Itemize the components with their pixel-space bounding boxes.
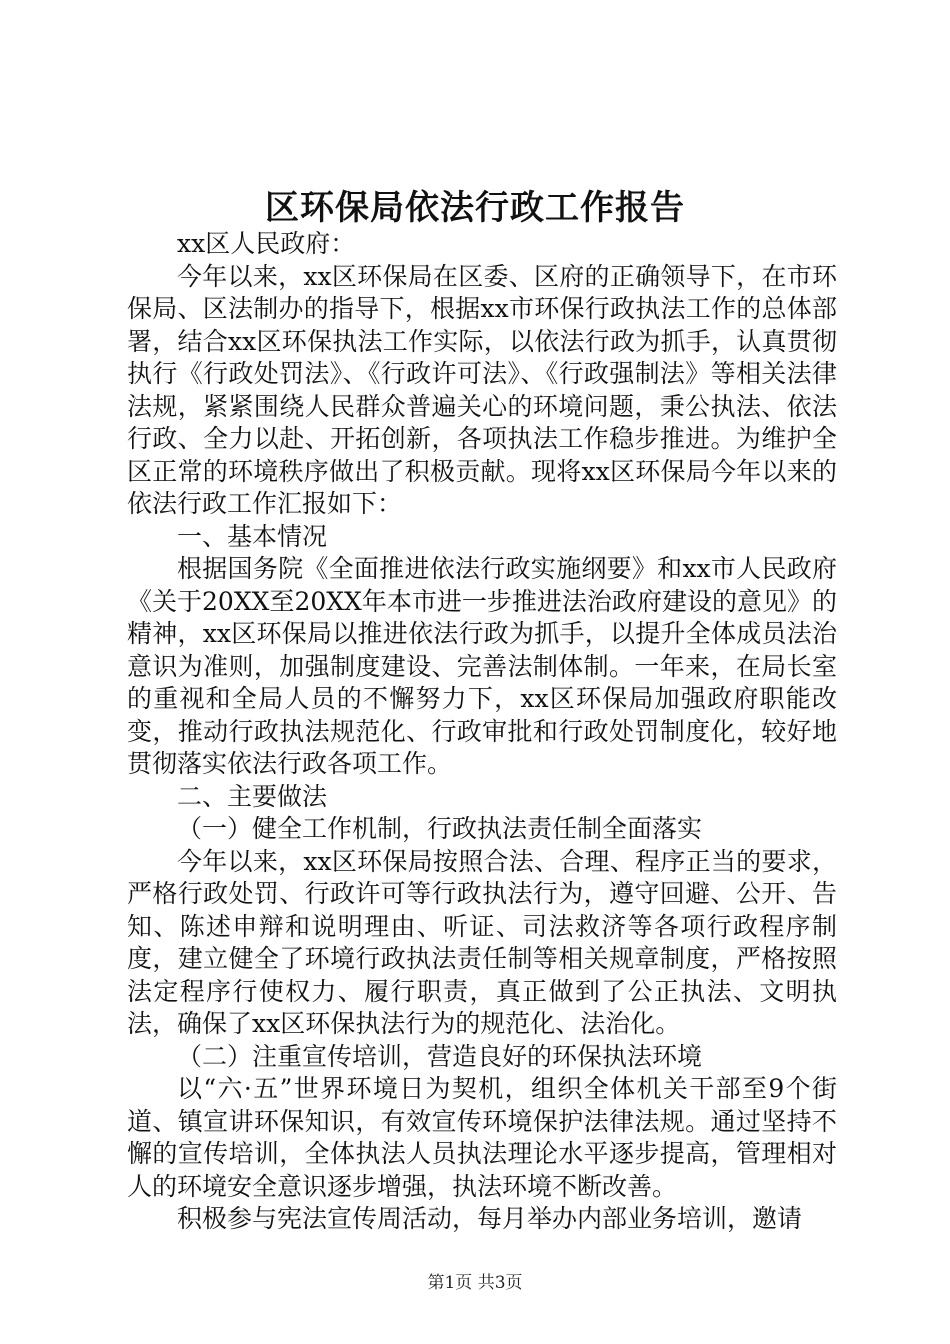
paragraph-constitution-week: 积极参与宪法宣传周活动，每月举办内部业务培训，邀请: [177, 1204, 803, 1233]
document-body: [127, 228, 837, 1236]
paragraph-basic: 根据国务院《全面推进依法行政实施纲要》和xx市人民政府《关于20XX至20XX年本市进一步推进法治政府建设的意见》的精神，xx区环保局以推进依法行政为抓手，以提升全体成员法治意识为准则，加强制度建设、完善法制体制。一年来，在局长室的重视和全局人员的不懈努力下，xx区环保局加强政府职能改变，推动行政执法规范化、行政审批和行政处罚制度化，较好地贯彻落实依法行政各项工作。: [127, 554, 837, 778]
page-number-footer: 第1页 共3页: [427, 1273, 523, 1293]
paragraph-training: 以“六·五”世界环境日为契机，组织全体机关干部至9个街道、镇宣讲环保知识，有效宣传环境保护法律法规。通过坚持不懈的宣传培训，全体执法人员执法理论水平逐步提高，管理相对人的环境安全意识逐步增强，执法环境不断改善。: [127, 1074, 837, 1201]
paragraph-mechanism: 今年以来，xx区环保局按照合法、合理、程序正当的要求，严格行政处罚、行政许可等行政执法行为，遵守回避、公开、告知、陈述申辩和说明理由、听证、司法救济等各项行政程序制度，建立健全了环境行政执法责任制等相关规章制度，严格按照法定程序行使权力、履行职责，真正做到了公正执法、文明执法，确保了xx区环保执法行为的规范化、法治化。: [127, 846, 837, 1038]
section-heading-basic: 一、基本情况: [177, 521, 328, 551]
paragraph-intro: 今年以来，xx区环保局在区委、区府的正确领导下，在市环保局、区法制办的指导下，根据xx市环保行政执法工作的总体部署，结合xx区环保执法工作实际，以依法行政为抓手，认真贯彻执行《行政处罚法》、《行政许可法》、《行政强制法》等相关法律法规，紧紧围绕人民群众普遍关心的环境问题，秉公执法、依法行政、全力以赴、开拓创新，各项执法工作稳步推进。为维护全区正常的环境秩序做出了积极贡献。现将xx区环保局今年以来的依法行政工作汇报如下：: [127, 261, 837, 518]
subheading-mechanism: （一）健全工作机制，行政执法责任制全面落实: [177, 814, 703, 843]
salutation: xx区人民政府：: [177, 229, 356, 258]
section-heading-practices: 二、主要做法: [177, 781, 328, 811]
document-title: 区环保局依法行政工作报告: [265, 188, 685, 228]
subheading-training: （二）注重宣传培训，营造良好的环保执法环境: [177, 1041, 703, 1071]
